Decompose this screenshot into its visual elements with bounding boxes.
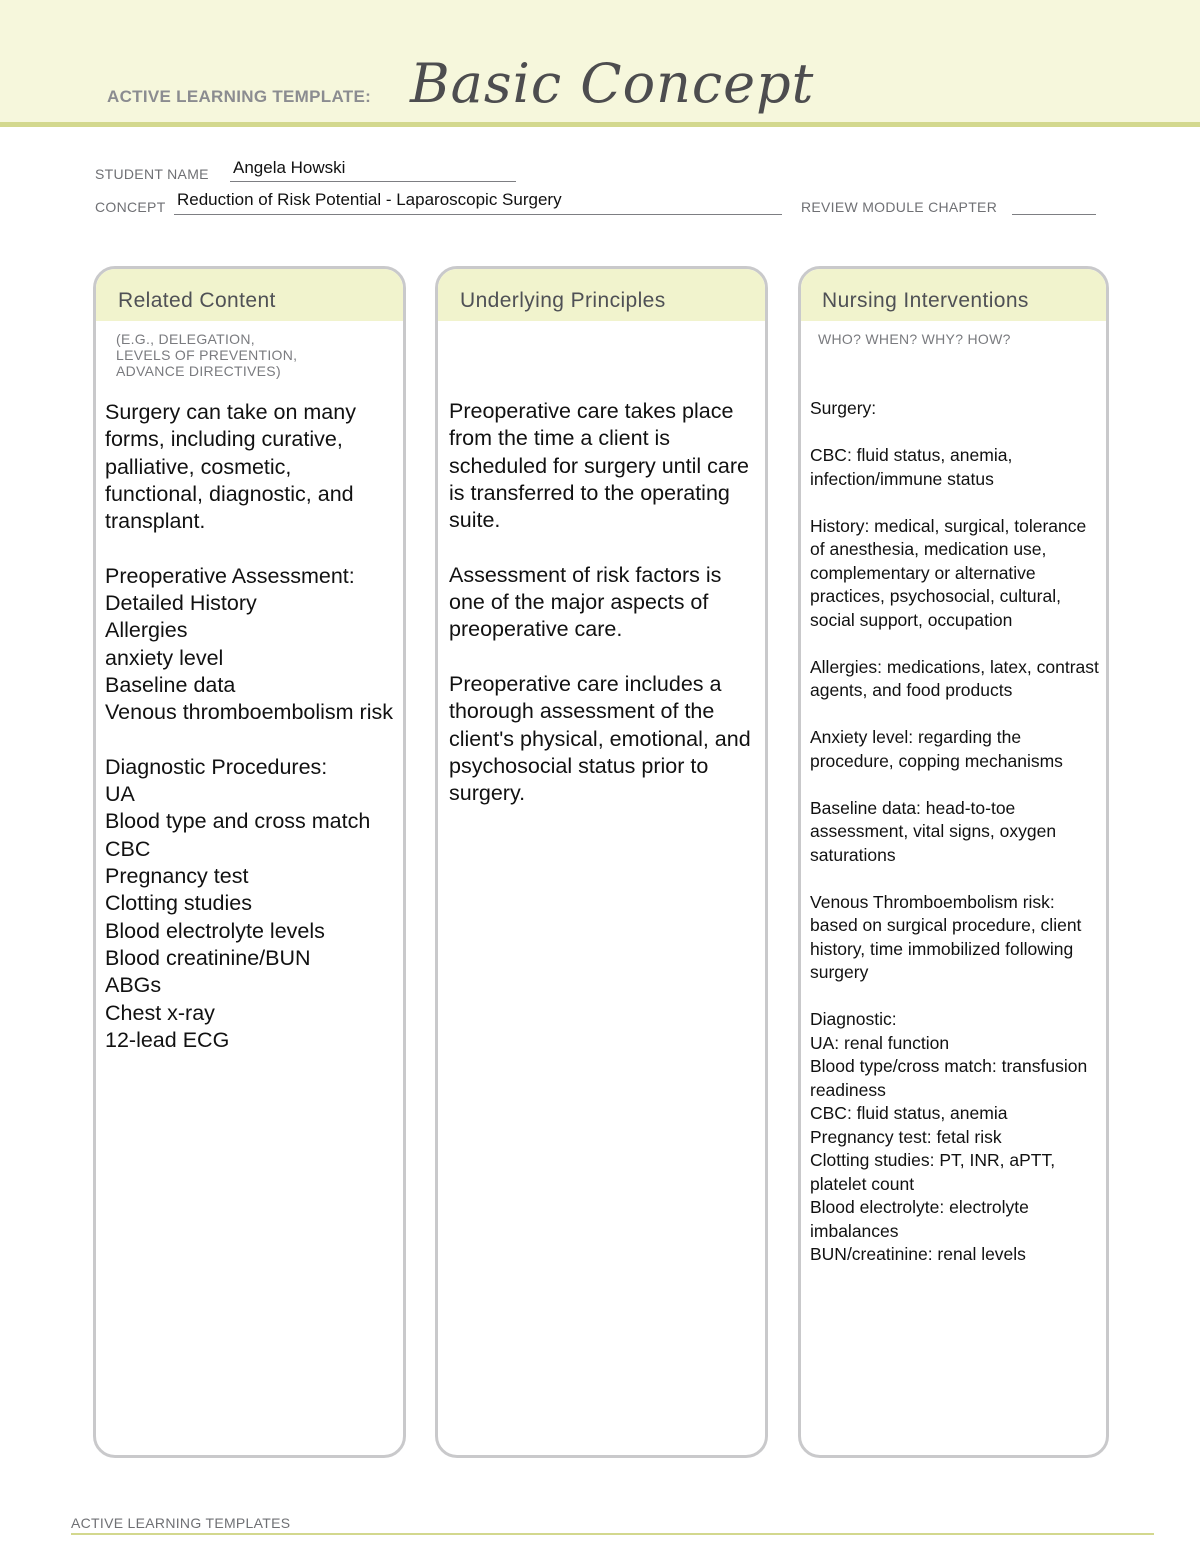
related-content-subtitle-line: (E.G., DELEGATION, bbox=[116, 331, 255, 347]
concept-value: Reduction of Risk Potential - Laparoscopic Surgery bbox=[177, 190, 562, 209]
concept-label: CONCEPT bbox=[95, 199, 166, 215]
footer-rule bbox=[71, 1533, 1154, 1535]
footer-label: ACTIVE LEARNING TEMPLATES bbox=[71, 1515, 291, 1531]
underlying-principles-title: Underlying Principles bbox=[460, 289, 666, 312]
student-name-value: Angela Howski bbox=[233, 158, 346, 177]
review-module-field[interactable] bbox=[1012, 196, 1096, 215]
nursing-interventions-box bbox=[798, 266, 1109, 1458]
review-module-label: REVIEW MODULE CHAPTER bbox=[801, 199, 998, 215]
related-content-subtitle bbox=[116, 331, 297, 379]
student-name-label: STUDENT NAME bbox=[95, 166, 209, 182]
related-content-subtitle-line: LEVELS OF PREVENTION, bbox=[116, 347, 298, 363]
template-title: Basic Concept bbox=[410, 52, 815, 115]
header-rule bbox=[0, 122, 1200, 127]
related-content-box bbox=[93, 266, 406, 1458]
related-content-body[interactable]: Surgery can take on many forms, including curative, palliative, cosmetic, functional, diagnostic, and transplant. Preoperative Assessment: Detailed History Allergies anxiety level Baseline data Venous thromboembolism risk Diagnostic Procedures: UA Blood type and cross match CBC Pregnancy test Clotting studies Blood electrolyte levels Blood creatinine/BUN ABGs Chest x-ray 12-lead ECG bbox=[105, 400, 393, 1052]
related-content-subtitle-line: ADVANCE DIRECTIVES) bbox=[116, 363, 281, 379]
related-content-title: Related Content bbox=[118, 289, 276, 312]
underlying-principles-box bbox=[435, 266, 768, 1458]
template-label: ACTIVE LEARNING TEMPLATE: bbox=[107, 87, 372, 106]
underlying-principles-body[interactable]: Preoperative care takes place from the time a client is scheduled for surgery until care is transferred to the operating suite. Assessment of risk factors is one of the major aspects of preoperative care. Preoperative care includes a thorough assessment of the client's physical, emotional, and psychosocial status prior to surgery. bbox=[449, 399, 751, 806]
nursing-interventions-title: Nursing Interventions bbox=[822, 289, 1029, 312]
nursing-interventions-subtitle: WHO? WHEN? WHY? HOW? bbox=[818, 331, 1011, 347]
nursing-interventions-body[interactable]: Surgery: CBC: fluid status, anemia, infection/immune status History: medical, surgical, tolerance of anesthesia, medication use, complementary or alternative practices, psychosocial, cultural, social support, occupation Allergies: medications, latex, contrast agents, and food products Anxiety level: regarding the procedure, copping mechanisms Baseline data: head-to-toe assessment, vital signs, oxygen saturations Venous Thromboembolism risk: based on surgical procedure, client history, time immobilized following surgery Diagnostic: UA: renal function Blood type/cross match: transfusion readiness CBC: fluid status, anemia Pregnancy test: fetal risk Clotting studies: PT, INR, aPTT, platelet count Blood electrolyte: electrolyte imbalances BUN/creatinine: renal levels bbox=[810, 398, 1099, 1264]
